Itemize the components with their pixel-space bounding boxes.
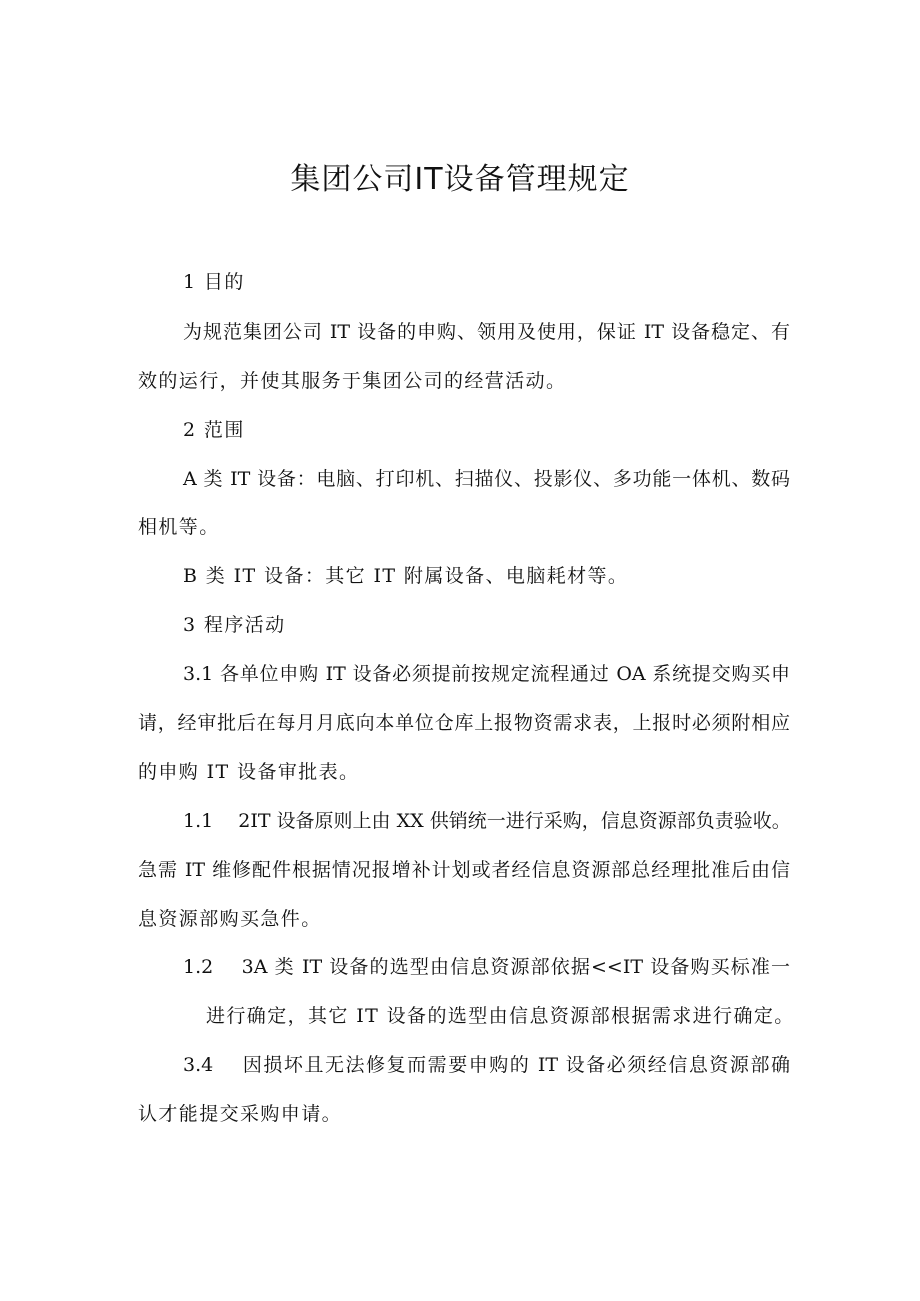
- section-heading-purpose: 1 目的: [183, 271, 245, 293]
- paragraph-line: 认才能提交采购申请。: [138, 1103, 343, 1125]
- paragraph-line: 效的运行，并使其服务于集团公司的经营活动。: [138, 370, 567, 392]
- paragraph-line: 3.1 各单位申购 IT 设备必须提前按规定流程通过 OA 系统提交购买申: [183, 663, 790, 685]
- document-title: 集团公司IT设备管理规定: [290, 162, 630, 197]
- paragraph-line: 请，经审批后在每月月底向本单位仓库上报物资需求表，上报时必须附相应: [138, 712, 790, 734]
- paragraph-line: 1.1 2IT 设备原则上由 XX 供销统一进行采购，信息资源部负责验收。: [183, 810, 791, 832]
- paragraph-line: B 类 IT 设备：其它 IT 附属设备、电脑耗材等。: [183, 565, 629, 587]
- section-heading-scope: 2 范围: [183, 419, 245, 441]
- paragraph-line: 息资源部购买急件。: [138, 908, 322, 930]
- section-heading-procedure: 3 程序活动: [183, 614, 286, 636]
- paragraph-line: 3.4 因损坏且无法修复而需要申购的 IT 设备必须经信息资源部确: [183, 1054, 790, 1076]
- paragraph-line: 急需 IT 维修配件根据情况报增补计划或者经信息资源部总经理批准后由信: [138, 859, 790, 881]
- paragraph-line: 相机等。: [138, 516, 220, 538]
- paragraph-line: 为规范集团公司 IT 设备的申购、领用及使用，保证 IT 设备稳定、有: [183, 321, 790, 343]
- paragraph-line: A 类 IT 设备：电脑、打印机、扫描仪、投影仪、多功能一体机、数码: [183, 468, 790, 490]
- paragraph-line: 1.2 3A 类 IT 设备的选型由信息资源部依据<<IT 设备购买标准一: [183, 956, 790, 978]
- paragraph-line: 进行确定，其它 IT 设备的选型由信息资源部根据需求进行确定。: [206, 1005, 795, 1027]
- paragraph-line: 的申购 IT 设备审批表。: [138, 761, 360, 783]
